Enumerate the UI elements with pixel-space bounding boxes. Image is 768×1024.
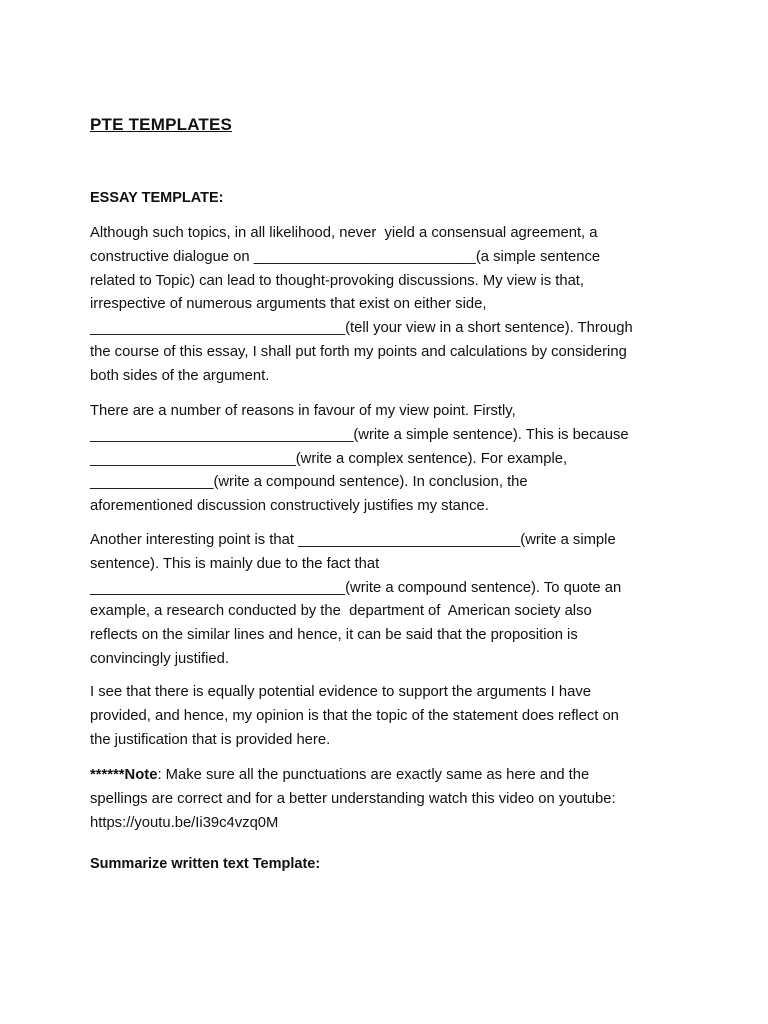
- essay-template-heading: ESSAY TEMPLATE:: [90, 190, 224, 206]
- note-paragraph: [90, 764, 690, 835]
- note-label: ******Note: [90, 767, 158, 783]
- essay-paragraph-body-1: There are a number of reasons in favour of my view point. Firstly, ________________________________(write a simple sentence). This is because _________________________(write a complex sentence). For example, _______________(write a compound sentence). In conclusion, the aforementioned discussion constructively justifies my stance.: [90, 403, 629, 515]
- note-text: : Make sure all the punctuations are exactly same as here and the spellings are correct and for a better understanding watch this video on youtube: https://youtu.be/Ii39c4vzq0M: [90, 767, 616, 831]
- summary-template-heading: Summarize written text Template:: [90, 856, 321, 872]
- essay-paragraph-intro: Although such topics, in all likelihood, never yield a consensual agreement, a constructive dialogue on ___________________________(a simple sentence related to Topic) can lead to thought-provoking discussions. My view is that, irrespective of numerous arguments that exist on either side, _______________________________(tell your view in a short sentence). Through the course of this essay, I shall put forth my points and calculations by considering both sides of the argument.: [90, 225, 633, 384]
- page-title: PTE TEMPLATES: [90, 115, 233, 134]
- essay-paragraph-conclusion: I see that there is equally potential evidence to support the arguments I have provided, and hence, my opinion is that the topic of the statement does reflect on the justification that is provided here.: [90, 684, 619, 748]
- essay-paragraph-body-2: Another interesting point is that ___________________________(write a simple sentence). This is mainly due to the fact that _______________________________(write a compound sentence). To quote an example, a research conducted by the department of American society also reflects on the similar lines and hence, it can be said that the proposition is convincingly justified.: [90, 532, 622, 667]
